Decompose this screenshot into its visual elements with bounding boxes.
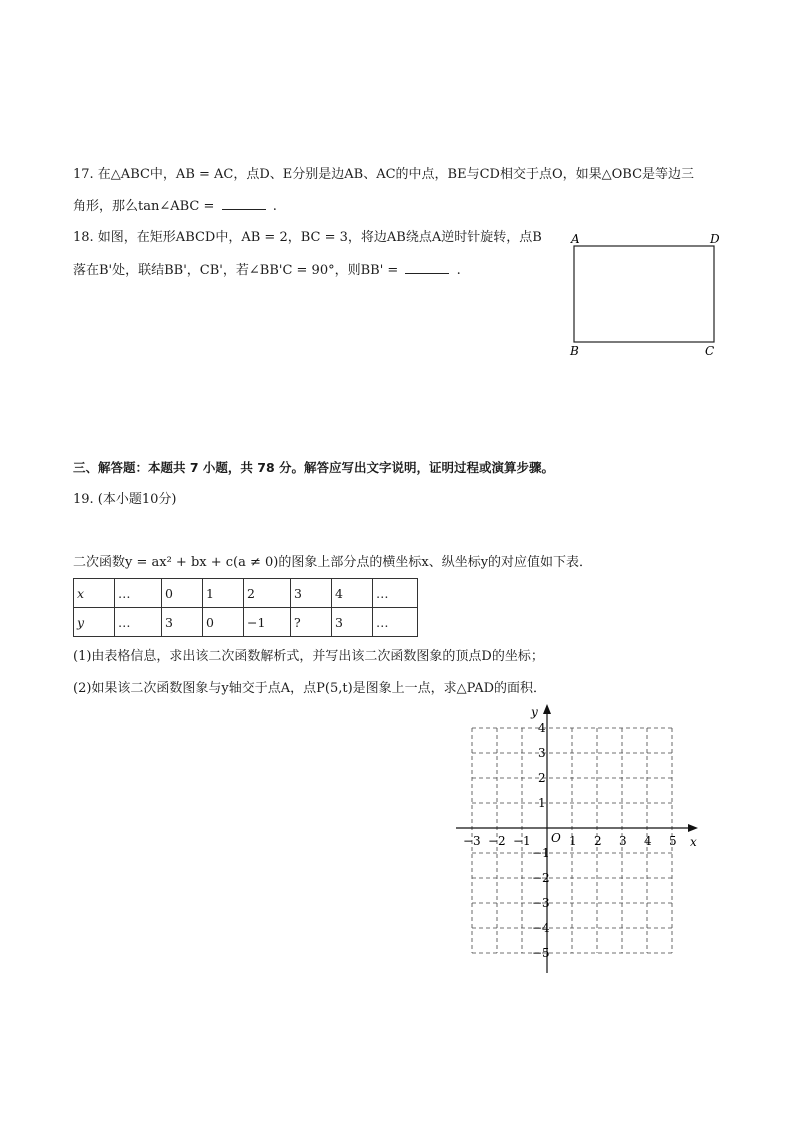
section3-heading-text: 三、解答题：本题共 7 小题，共 78 分。解答应写出文字说明，证明过程或演算步骤。 xyxy=(73,460,555,475)
y-tick-label: −2 xyxy=(532,871,550,885)
y-axis-arrow xyxy=(543,704,551,714)
x-tick-label: 5 xyxy=(669,834,677,848)
q17-answer-blank[interactable] xyxy=(222,197,266,210)
q18-line1 xyxy=(73,229,542,247)
y-tick-label: −3 xyxy=(532,896,550,910)
y-tick-label: 2 xyxy=(538,771,546,785)
label-c: C xyxy=(705,344,715,358)
rectangle-abcd xyxy=(574,246,714,342)
table-cell: −1 xyxy=(244,608,291,637)
q19-intro xyxy=(73,554,592,572)
tick-labels xyxy=(463,705,697,960)
x-tick-label: −2 xyxy=(488,834,506,848)
y-tick-label: 1 xyxy=(538,796,546,810)
x-tick-label: 4 xyxy=(644,834,652,848)
origin-label: O xyxy=(551,831,561,845)
q19-intro-text: 二次函数y = ax² + bx + c(a ≠ 0)的图象上部分点的横坐标x、纵坐标y的对应值如下表． xyxy=(73,555,593,570)
label-b: B xyxy=(570,344,579,358)
x-axis-label: x xyxy=(690,835,697,849)
q18-line2-text: 落在B'处，联结BB'，CB'，若∠BB'C = 90°，则BB' = xyxy=(73,263,399,278)
table-cell: x xyxy=(74,579,115,608)
table-cell: 3 xyxy=(291,579,332,608)
y-tick-label: 3 xyxy=(538,746,546,760)
y-axis-label: y xyxy=(531,705,538,719)
q18-answer-blank[interactable] xyxy=(405,261,449,274)
table-row-x xyxy=(74,579,418,608)
table-cell: 2 xyxy=(244,579,291,608)
y-tick-label: −1 xyxy=(532,846,550,860)
q17-line1-text: 17. 在△ABC中，AB = AC，点D、E分别是边AB、AC的中点，BE与CD相交于点O，如果△OBC是等边三 xyxy=(73,167,695,182)
y-tick-label: −4 xyxy=(532,921,550,935)
table-row-y xyxy=(74,608,418,637)
xy-value-table xyxy=(73,578,418,637)
q19-part2-text: (2)如果该二次函数图象与y轴交于点A，点P(5,t)是图象上一点，求△PAD的面积． xyxy=(73,681,547,696)
table-cell: … xyxy=(373,608,418,637)
table-cell: 0 xyxy=(203,608,244,637)
x-tick-label: 1 xyxy=(569,834,577,848)
x-tick-label: 3 xyxy=(619,834,627,848)
label-a: A xyxy=(571,232,580,246)
q18-line2 xyxy=(73,261,461,280)
q19-part1 xyxy=(73,648,544,666)
table-cell: … xyxy=(115,579,162,608)
q17-line2-end: . xyxy=(272,199,277,214)
q19-part1-text: (1)由表格信息，求出该二次函数解析式，并写出该二次函数图象的顶点D的坐标； xyxy=(73,649,544,664)
q18-line1-text: 18. 如图，在矩形ABCD中，AB = 2，BC = 3，将边AB绕点A逆时针旋转，点B xyxy=(73,230,542,245)
table-cell: 0 xyxy=(162,579,203,608)
table-cell: 3 xyxy=(162,608,203,637)
q17-line2 xyxy=(73,197,277,216)
x-axis-arrow xyxy=(688,824,698,832)
table-cell: y xyxy=(74,608,115,637)
x-tick-label: −3 xyxy=(463,834,481,848)
table-cell: ? xyxy=(291,608,332,637)
q18-line2-end: . xyxy=(456,263,461,278)
q19-header xyxy=(73,491,177,509)
x-tick-label: −1 xyxy=(513,834,531,848)
section3-heading xyxy=(73,459,554,477)
table-cell: 4 xyxy=(332,579,373,608)
table-cell: … xyxy=(373,579,418,608)
q19-header-text: 19. (本小题10分) xyxy=(73,492,177,507)
y-tick-label: −5 xyxy=(532,946,550,960)
q19-part2 xyxy=(73,680,546,698)
table-cell: … xyxy=(115,608,162,637)
y-tick-label: 4 xyxy=(538,721,546,735)
label-d: D xyxy=(710,232,720,246)
table-cell: 3 xyxy=(332,608,373,637)
q17-line2-text: 角形，那么tan∠ABC = xyxy=(73,199,215,214)
coordinate-grid xyxy=(463,700,730,980)
q17-line1 xyxy=(73,166,694,184)
x-tick-label: 2 xyxy=(594,834,602,848)
rectangle-figure xyxy=(560,228,730,363)
table-cell: 1 xyxy=(203,579,244,608)
